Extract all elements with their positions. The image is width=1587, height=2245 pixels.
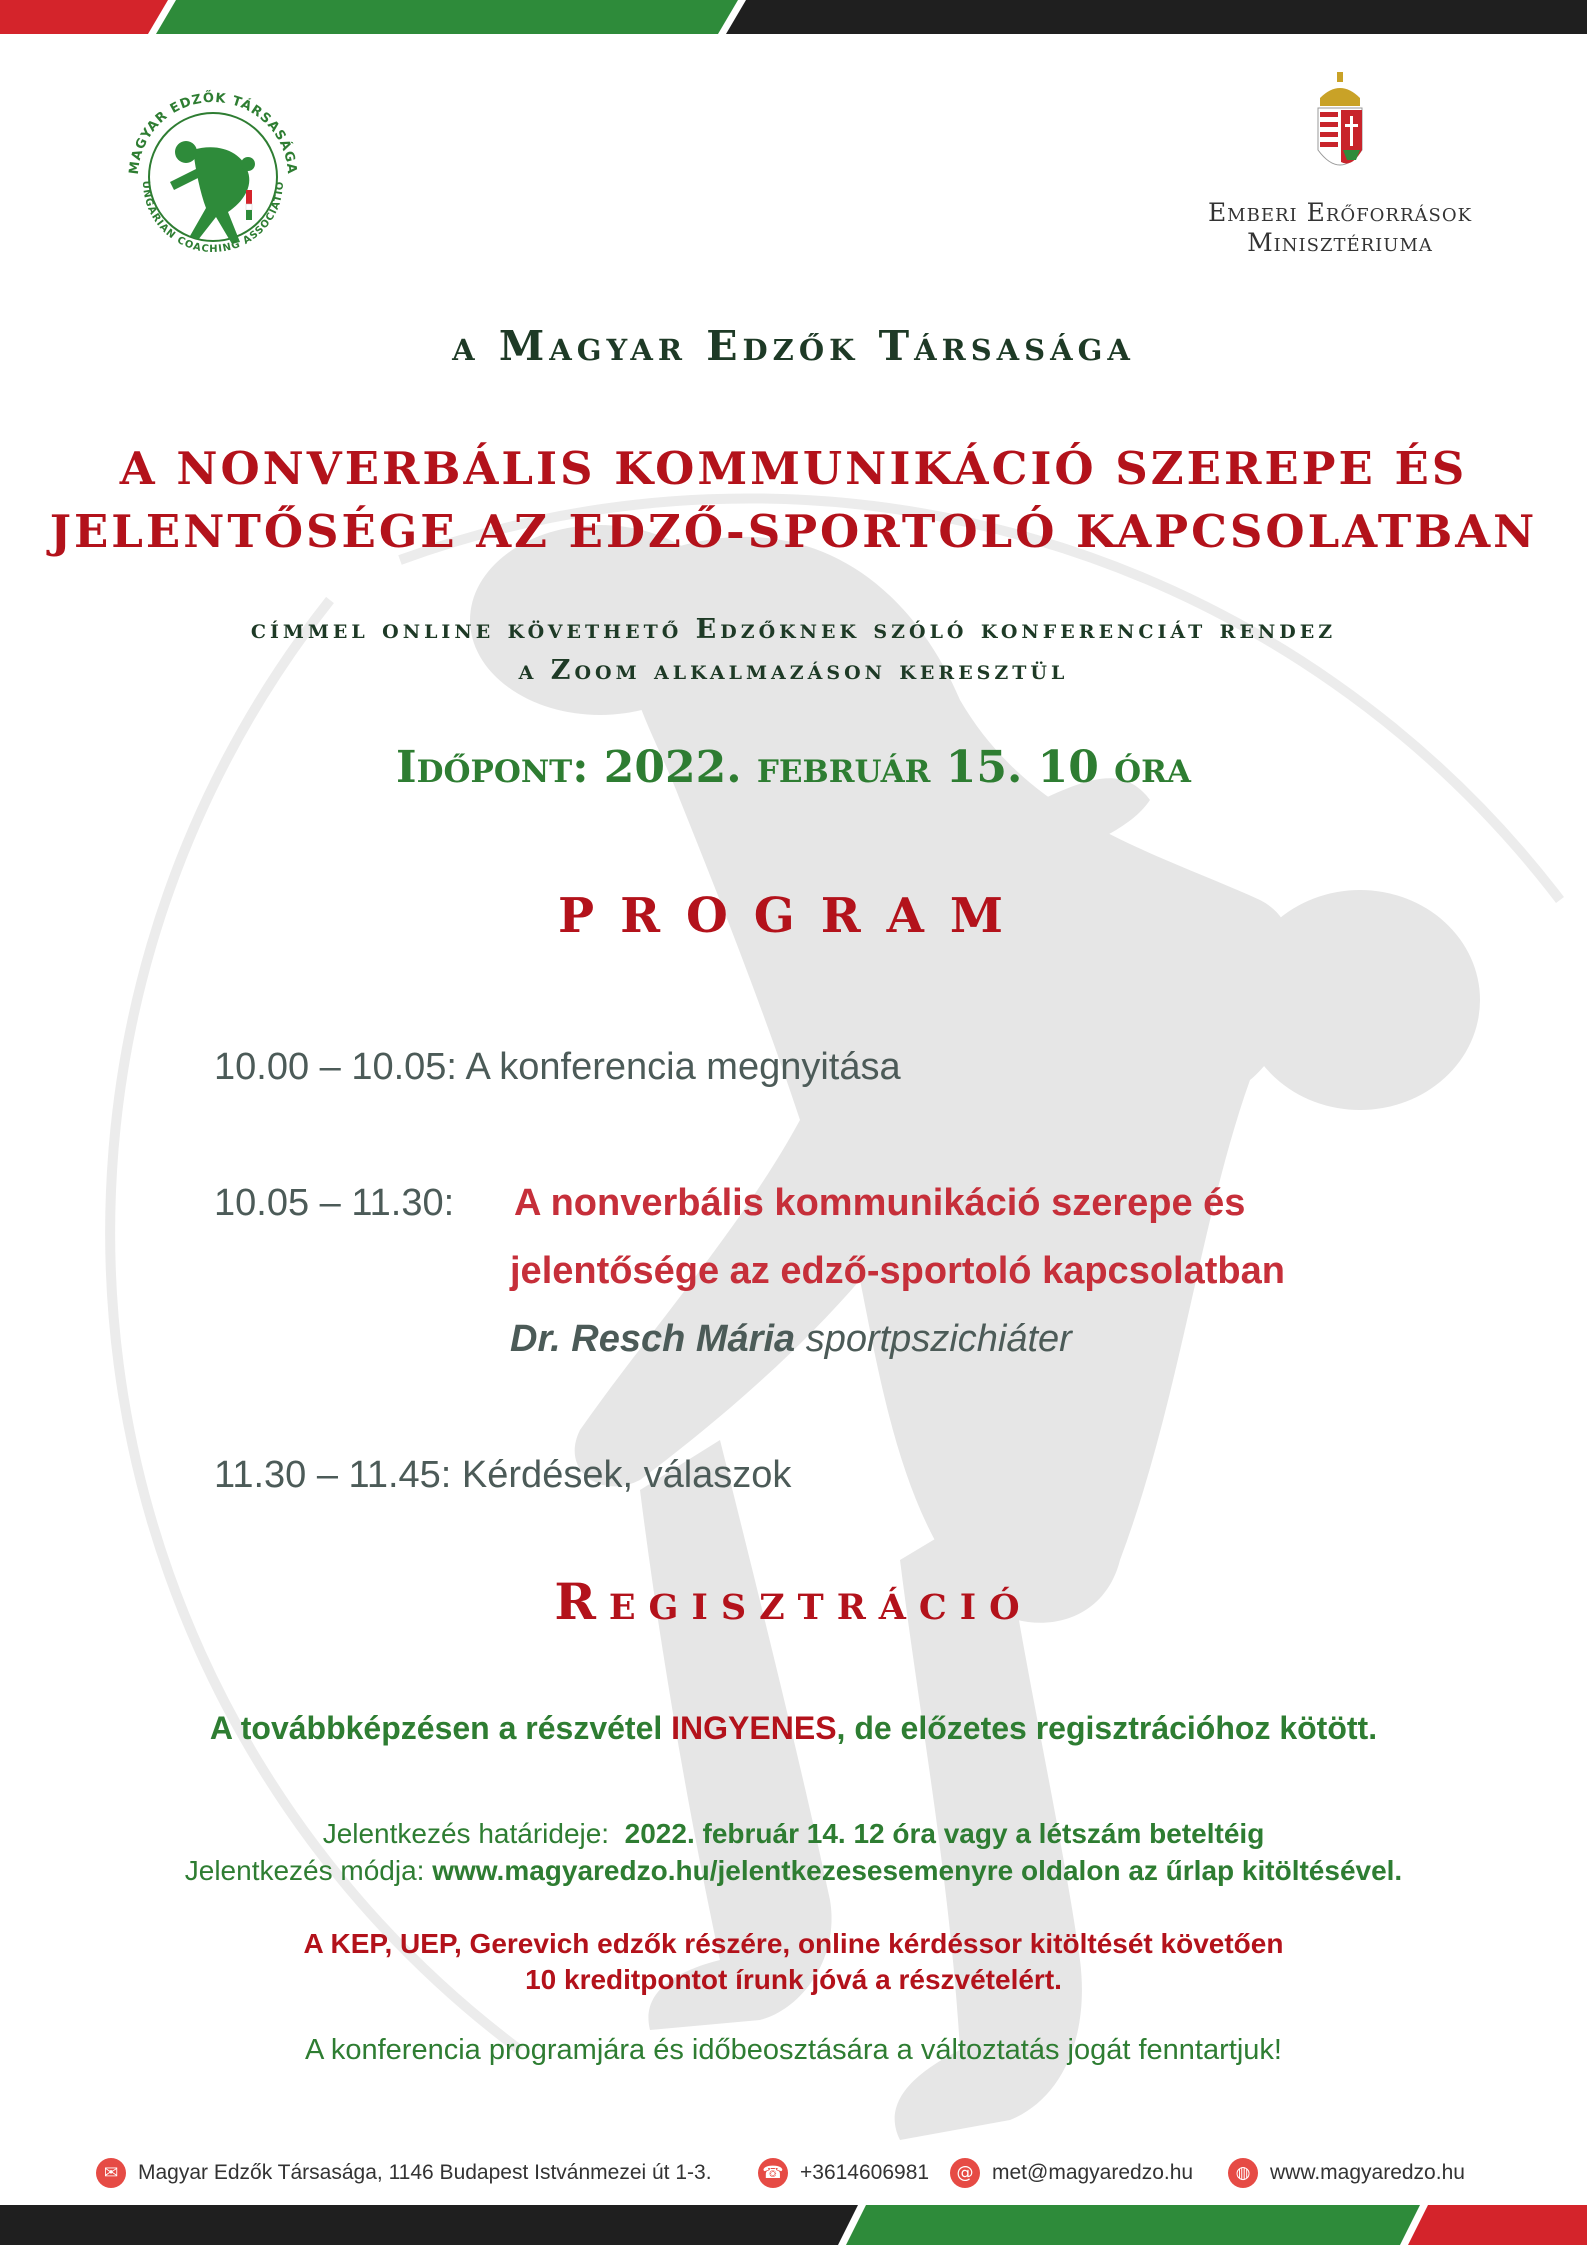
program-heading: PROGRAM (557, 888, 1030, 944)
credit-info-line2: 10 kreditpontot írunk jóvá a részvételért. (525, 1964, 1062, 1995)
top-stripe-bar (0, 0, 1587, 34)
footer-website[interactable] (1228, 2153, 1465, 2193)
mail-icon: ✉ (96, 2158, 126, 2188)
main-title-line1: A NONVERBÁLIS KOMMUNIKÁCIÓ SZEREPE ÉS (119, 442, 1468, 495)
phone-icon: ☎ (758, 2158, 788, 2188)
program-item-2-title-line1: A nonverbális kommunikáció szerepe és (514, 1182, 1246, 1224)
program-item-2-title-line2: jelentősége az edző-sportoló kapcsolatban (510, 1250, 1285, 1292)
program-item-1 (214, 1046, 901, 1089)
speaker-name: Dr. Resch Mária (510, 1318, 796, 1360)
registration-deadline (0, 1818, 1587, 1850)
hungarian-coat-of-arms-icon (1310, 70, 1370, 190)
footer-address-text: Magyar Edzők Társasága, 1146 Budapest Istvánmezei út 1-3. (138, 2161, 712, 2184)
ministry-logo (1180, 70, 1500, 270)
ministry-name-line1: Emberi Erőforrások (1207, 198, 1473, 227)
speaker-role: sportpszichiáter (805, 1318, 1072, 1360)
footer-website-text[interactable]: www.magyaredzo.hu (1270, 2161, 1465, 2184)
logo-ring-text: MAGYAR EDZŐK TÁRSASÁGA (126, 90, 300, 176)
registration-link[interactable]: www.magyaredzo.hu/jelentkezesesemenyre oldalon az űrlap kitöltésével. (432, 1855, 1403, 1886)
registration-heading: Regisztráció (554, 1572, 1033, 1631)
discus-thrower-icon (108, 72, 318, 282)
footer-phone-text[interactable]: +3614606981 (800, 2161, 930, 2184)
ministry-name-line2: Minisztériuma (1247, 228, 1433, 257)
footer-address (96, 2153, 712, 2193)
deadline-label: Jelentkezés határideje: (322, 1818, 610, 1849)
registration-method (0, 1855, 1587, 1887)
logo-ring-text-bottom: UNGARIAN COACHING ASSOCIATIO (139, 180, 287, 256)
program-item-time: 10.00 – 10.05: (214, 1046, 457, 1088)
subtitle-line2: a Zoom alkalmazáson keresztül (518, 655, 1069, 686)
footer-email[interactable] (950, 2153, 1193, 2193)
bottom-stripe-bar (0, 2205, 1587, 2245)
free-word: INGYENES (671, 1710, 837, 1746)
footer-phone[interactable] (758, 2153, 929, 2193)
program-item-time: 11.30 – 11.45: (214, 1454, 452, 1496)
subtitle-line1: címmel online követhető Edzőknek szóló konferenciát rendez (250, 614, 1337, 645)
program-item-3 (214, 1454, 791, 1497)
globe-icon: ◍ (1228, 2158, 1258, 2188)
free-notice-part1: A továbbképzésen a részvétel (209, 1710, 672, 1746)
deadline-value: 2022. február 14. 12 óra vagy a létszám beteltéig (624, 1818, 1265, 1849)
main-title-line2: JELENTŐSÉGE AZ EDZŐ-SPORTOLÓ KAPCSOLATBAN (49, 505, 1538, 558)
organizer-heading: a Magyar Edzők Társasága (452, 322, 1135, 370)
magyar-edzok-tarsasaga-logo (108, 72, 318, 282)
free-notice-part2: , de előzetes regisztrációhoz kötött. (836, 1710, 1378, 1746)
program-item-2-speaker (510, 1318, 1072, 1361)
program-item-title: Kérdések, válaszok (461, 1454, 792, 1496)
disclaimer: A konferencia programjára és időbeosztására a változtatás jogát fenntartjuk! (305, 2034, 1282, 2066)
program-item-2-time: 10.05 – 11.30: (214, 1182, 455, 1224)
credit-info-line1: A KEP, UEP, Gerevich edzők részére, online kérdéssor kitöltését követően (303, 1928, 1284, 1959)
event-date: Időpont: 2022. február 15. 10 óra (396, 742, 1191, 793)
footer-email-text[interactable]: met@magyaredzo.hu (992, 2161, 1194, 2184)
registration-free-notice (0, 1710, 1587, 1747)
at-icon: @ (950, 2158, 980, 2188)
program-item-title: A konferencia megnyitása (465, 1046, 901, 1088)
method-label: Jelentkezés módja: (184, 1855, 425, 1886)
